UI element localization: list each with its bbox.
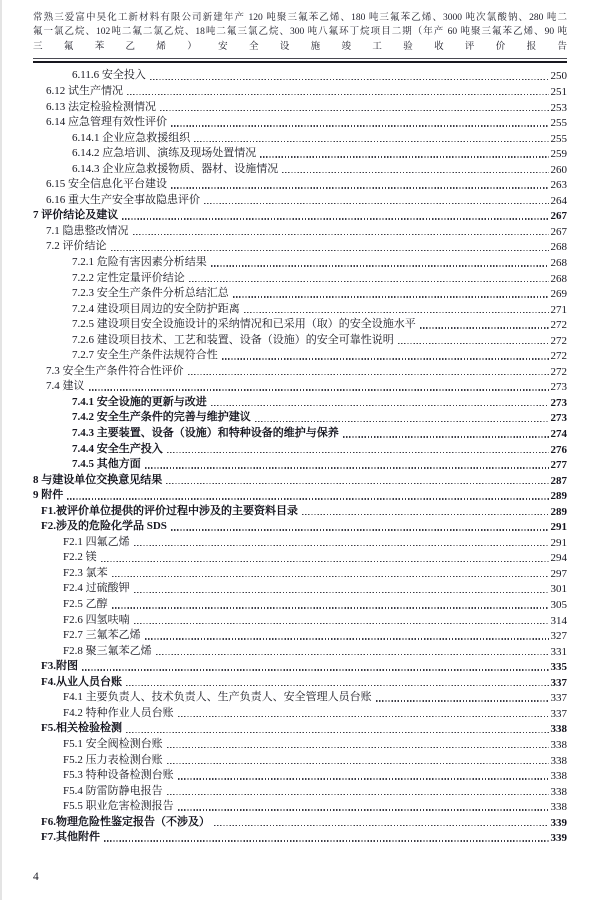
toc-entry-page: 277 [550, 459, 567, 472]
toc-entry-page: 263 [550, 179, 567, 192]
toc-entry-label: F5.3 特种设备检测台账 [63, 769, 174, 782]
toc-entry [33, 316, 567, 332]
toc-entry-label: F5.相关检验检测 [41, 722, 122, 735]
toc-entry-page: 335 [550, 661, 567, 674]
toc-entry-page: 273 [550, 381, 567, 394]
header-rule [33, 58, 567, 63]
toc-entry-page: 301 [550, 583, 567, 596]
toc-entry [33, 798, 567, 814]
toc-leader-dots [188, 362, 549, 378]
toc-entry-page: 255 [550, 117, 567, 130]
toc-entry-label: F2.5 乙醇 [63, 598, 108, 611]
toc-leader-dots [171, 114, 549, 130]
toc-entry-label: 7.2 评价结论 [46, 240, 107, 253]
toc-entry-page: 338 [550, 738, 567, 751]
toc-leader-dots [211, 253, 549, 269]
toc-entry-label: 7.4.2 安全生产条件的完善与维护建议 [72, 411, 251, 424]
toc-entry-page: 294 [550, 552, 567, 565]
toc-entry-label: F1.被评价单位提供的评价过程中涉及的主要资料目录 [41, 504, 298, 517]
toc-entry-label: 6.14.3 企业应急救援物质、器材、设施情况 [72, 162, 279, 175]
toc-entry [33, 67, 567, 83]
toc-entry [33, 424, 567, 440]
toc-entry-page: 253 [550, 101, 567, 114]
toc-entry [33, 767, 567, 783]
toc-entry-page: 273 [550, 412, 567, 425]
toc-leader-dots [178, 767, 549, 783]
toc-entry-label: 6.15 安全信息化平台建设 [46, 178, 167, 191]
toc-entry-page: 269 [550, 288, 567, 301]
toc-leader-dots [67, 487, 548, 503]
toc-leader-dots [398, 331, 549, 347]
toc-entry-label: F2.2 镁 [63, 551, 97, 564]
toc-entry [33, 253, 567, 269]
toc-entry-label: F5.4 防雷防静电报告 [63, 784, 163, 797]
toc-leader-dots [133, 222, 549, 238]
toc-entry-page: 327 [550, 630, 567, 643]
toc-leader-dots [214, 813, 549, 829]
toc-entry-page: 272 [550, 334, 567, 347]
toc-leader-dots [122, 207, 548, 223]
toc-leader-dots [167, 751, 549, 767]
toc-leader-dots [178, 704, 549, 720]
toc-entry-page: 289 [550, 505, 567, 518]
toc-leader-dots [167, 440, 549, 456]
toc-entry-label: 7.2.5 建设项目安全设施设计的采纳情况和已采用（取）的安全设施水平 [72, 318, 416, 331]
toc-leader-dots [244, 300, 549, 316]
toc-leader-dots [222, 347, 549, 363]
toc-entry [33, 378, 567, 394]
toc-entry-label: 6.14 应急管理有效性评价 [46, 116, 167, 129]
toc-leader-dots [343, 424, 549, 440]
toc-entry-label: F5.5 职业危害检测报告 [63, 800, 174, 813]
toc-entry-label: F6.物理危险性鉴定报告（不涉及） [41, 815, 210, 828]
toc-entry-page: 274 [550, 428, 567, 441]
toc-entry-page: 268 [550, 241, 567, 254]
toc-entry [33, 114, 567, 130]
toc-leader-dots [112, 595, 549, 611]
toc-entry [33, 269, 567, 285]
toc-entry [33, 145, 567, 161]
toc-leader-dots [166, 471, 548, 487]
toc-leader-dots [204, 191, 549, 207]
toc-entry-label: 7.4.5 其他方面 [72, 458, 141, 471]
toc-entry [33, 222, 567, 238]
toc-leader-dots [145, 627, 549, 643]
toc-leader-dots [167, 782, 549, 798]
toc-entry-page: 273 [550, 396, 567, 409]
toc-entry-label: 7.2.6 建设项目技术、工艺和装置、设备（设施）的安全可靠性说明 [72, 333, 394, 346]
toc-entry-label: 7.4 建议 [46, 380, 85, 393]
toc-entry [33, 673, 567, 689]
toc-leader-dots [194, 129, 548, 145]
toc-entry [33, 331, 567, 347]
toc-entry-page: 291 [550, 536, 567, 549]
toc-leader-dots [145, 456, 549, 472]
toc-leader-dots [171, 176, 549, 192]
toc-entry-page: 297 [550, 567, 567, 580]
toc-entry-label: 8 与建设单位交换意见结果 [33, 473, 163, 486]
toc-entry-page: 337 [550, 676, 567, 689]
toc-entry-label: F4.从业人员台账 [41, 675, 122, 688]
toc-entry-page: 259 [550, 148, 567, 161]
toc-entry [33, 533, 567, 549]
toc-entry-page: 276 [550, 443, 567, 456]
toc-entry [33, 393, 567, 409]
toc-entry-label: 7.4.1 安全设施的更新与改进 [72, 395, 207, 408]
toc-leader-dots [171, 518, 549, 534]
toc-entry [33, 238, 567, 254]
toc-entry-label: F2.3 氯苯 [63, 566, 108, 579]
toc-entry [33, 627, 567, 643]
toc-entry [33, 285, 567, 301]
toc-entry-page: 337 [550, 707, 567, 720]
toc-entry-label: 6.13 法定检验检测情况 [46, 100, 156, 113]
toc-leader-dots [211, 393, 549, 409]
toc-entry-label: 7.2.2 定性定量评价结论 [72, 271, 185, 284]
page-number-footer: 4 [33, 871, 39, 883]
toc-entry-page: 250 [550, 70, 567, 83]
toc-entry-label: 7.2.1 危险有害因素分析结果 [72, 256, 207, 268]
toc-entry [33, 751, 567, 767]
toc-entry [33, 409, 567, 425]
toc-entry-label: 6.14.1 企业应急救援组织 [72, 131, 191, 144]
toc-entry-label: F2.8 聚三氟苯乙烯 [63, 644, 152, 657]
toc-entry [33, 735, 567, 751]
toc-entry-page: 268 [550, 272, 567, 285]
toc-entry [33, 564, 567, 580]
toc-list [33, 67, 567, 844]
report-header-line1: 常熟三爱富中昊化工新材料有限公司新建年产 120 吨聚三氟苯乙烯、180 吨三氟苯乙烯、3000 吨次氯酸钠、280 吨二 [33, 13, 567, 23]
toc-entry [33, 456, 567, 472]
toc-entry-label: 7.2.4 建设项目周边的安全防护距离 [72, 302, 240, 315]
toc-entry-label: F2.1 四氟乙烯 [63, 535, 130, 548]
toc-entry-label: 6.16 重大生产安全事故隐患评价 [46, 193, 200, 206]
toc-leader-dots [134, 611, 549, 627]
toc-entry-page: 255 [550, 132, 567, 145]
toc-entry-label: F2.6 四氢呋喃 [63, 613, 130, 626]
toc-entry-page: 271 [550, 303, 567, 316]
toc-entry-label: 6.14.2 应急培训、演练及现场处置情况 [72, 147, 257, 160]
toc-entry-page: 337 [550, 692, 567, 705]
toc-entry-label: 7.2.3 安全生产条件分析总结汇总 [72, 287, 229, 300]
toc-leader-dots [160, 98, 549, 114]
toc-entry [33, 129, 567, 145]
toc-entry-page: 268 [550, 257, 567, 269]
toc-entry-page: 272 [550, 319, 567, 332]
toc-entry-label: 7.2.7 安全生产条件法规符合性 [72, 349, 218, 362]
toc-entry [33, 347, 567, 363]
toc-entry-page: 338 [550, 801, 567, 814]
toc-entry [33, 160, 567, 176]
toc-entry-label: 7.1 隐患整改情况 [46, 224, 129, 237]
toc-entry-page: 314 [550, 614, 567, 627]
toc-entry-page: 251 [550, 85, 567, 98]
toc-entry-label: F4.1 主要负责人、技术负责人、生产负责人、安全管理人员台账 [63, 691, 372, 704]
toc-leader-dots [126, 720, 549, 736]
toc-entry-label: F2.涉及的危险化学品 SDS [41, 520, 167, 533]
toc-entry-page: 291 [550, 521, 567, 534]
toc-leader-dots [82, 658, 549, 674]
toc-entry [33, 362, 567, 378]
toc-leader-dots [189, 269, 549, 285]
toc-leader-dots [260, 145, 548, 161]
toc-leader-dots [178, 798, 549, 814]
toc-entry-label: F4.2 特种作业人员台账 [63, 706, 174, 719]
toc-leader-dots [134, 580, 549, 596]
toc-entry-page: 339 [550, 832, 567, 845]
toc-entry [33, 82, 567, 98]
toc-leader-dots [376, 689, 549, 705]
toc-entry-label: F5.1 安全阀检测台账 [63, 737, 163, 750]
toc-entry-page: 264 [550, 194, 567, 207]
toc-entry [33, 518, 567, 534]
toc-leader-dots [255, 409, 549, 425]
toc-entry-page: 338 [550, 770, 567, 783]
toc-entry-page: 267 [550, 210, 567, 223]
toc-entry [33, 642, 567, 658]
toc-leader-dots [233, 285, 549, 301]
toc-entry [33, 829, 567, 845]
toc-entry [33, 98, 567, 114]
toc-entry-label: 7.3 安全生产条件符合性评价 [46, 364, 184, 377]
toc-entry [33, 549, 567, 565]
toc-entry [33, 782, 567, 798]
toc-entry [33, 471, 567, 487]
toc-leader-dots [420, 316, 549, 332]
toc-entry [33, 704, 567, 720]
toc-entry-label: 9 附件 [33, 489, 64, 502]
toc-leader-dots [156, 642, 549, 658]
toc-entry-label: F2.4 过硫酸钾 [63, 582, 130, 595]
toc-leader-dots [167, 735, 549, 751]
report-header-line3: 三 氟 苯 乙 烯 ） 安 全 设 施 竣 工 验 收 评 价 报 告 [33, 41, 567, 52]
toc-entry [33, 595, 567, 611]
toc-entry-page: 338 [550, 754, 567, 767]
toc-entry-page: 289 [550, 490, 567, 503]
toc-entry-label: F2.7 三氟苯乙烯 [63, 629, 141, 642]
toc-leader-dots [127, 82, 549, 98]
toc-leader-dots [126, 673, 549, 689]
toc-entry-page: 331 [550, 645, 567, 658]
toc-entry [33, 300, 567, 316]
toc-leader-dots [112, 564, 549, 580]
toc-entry [33, 611, 567, 627]
toc-entry [33, 502, 567, 518]
toc-leader-dots [302, 502, 549, 518]
report-header-line2: 氟一氯乙烷、102吨二氟二氯乙烷、18吨二氟三氯乙烷、300 吨八氟环丁烷项目二期（年产 60 吨聚三氟苯乙烯、90 吨 [33, 27, 567, 38]
toc-entry [33, 207, 567, 223]
report-header [33, 0, 567, 63]
toc-entry-page: 267 [550, 225, 567, 238]
toc-leader-dots [150, 67, 549, 83]
toc-entry [33, 487, 567, 503]
toc-entry-page: 338 [550, 723, 567, 736]
toc-leader-dots [111, 238, 549, 254]
toc-entry-page: 272 [550, 350, 567, 363]
toc-entry [33, 580, 567, 596]
toc-entry [33, 689, 567, 705]
toc-entry [33, 191, 567, 207]
toc-entry-page: 339 [550, 816, 567, 829]
toc-entry-page: 272 [550, 365, 567, 378]
toc-entry [33, 176, 567, 192]
toc-entry [33, 658, 567, 674]
toc-entry-label: 6.12 试生产情况 [46, 84, 123, 97]
toc-entry-label: 7.4.4 安全生产投入 [72, 442, 163, 455]
toc-leader-dots [282, 160, 548, 176]
toc-entry [33, 440, 567, 456]
toc-entry-page: 287 [550, 474, 567, 487]
toc-entry-label: F5.2 压力表检测台账 [63, 753, 163, 766]
toc-leader-dots [134, 533, 549, 549]
toc-entry-page: 305 [550, 599, 567, 612]
toc-entry-label: F7.其他附件 [41, 831, 100, 844]
toc-entry-page: 338 [550, 785, 567, 798]
toc-entry-page: 260 [550, 163, 567, 176]
toc-entry-label: 6.11.6 安全投入 [72, 69, 146, 82]
toc-leader-dots [104, 829, 549, 845]
toc-entry-label: 7.4.3 主要装置、设备（设施）和特种设备的维护与保养 [72, 427, 339, 440]
toc-entry [33, 813, 567, 829]
toc-entry-label: 7 评价结论及建议 [33, 209, 119, 222]
toc-leader-dots [89, 378, 549, 394]
toc-entry [33, 720, 567, 736]
toc-entry-label: F3.附图 [41, 660, 78, 673]
toc-leader-dots [101, 549, 549, 565]
